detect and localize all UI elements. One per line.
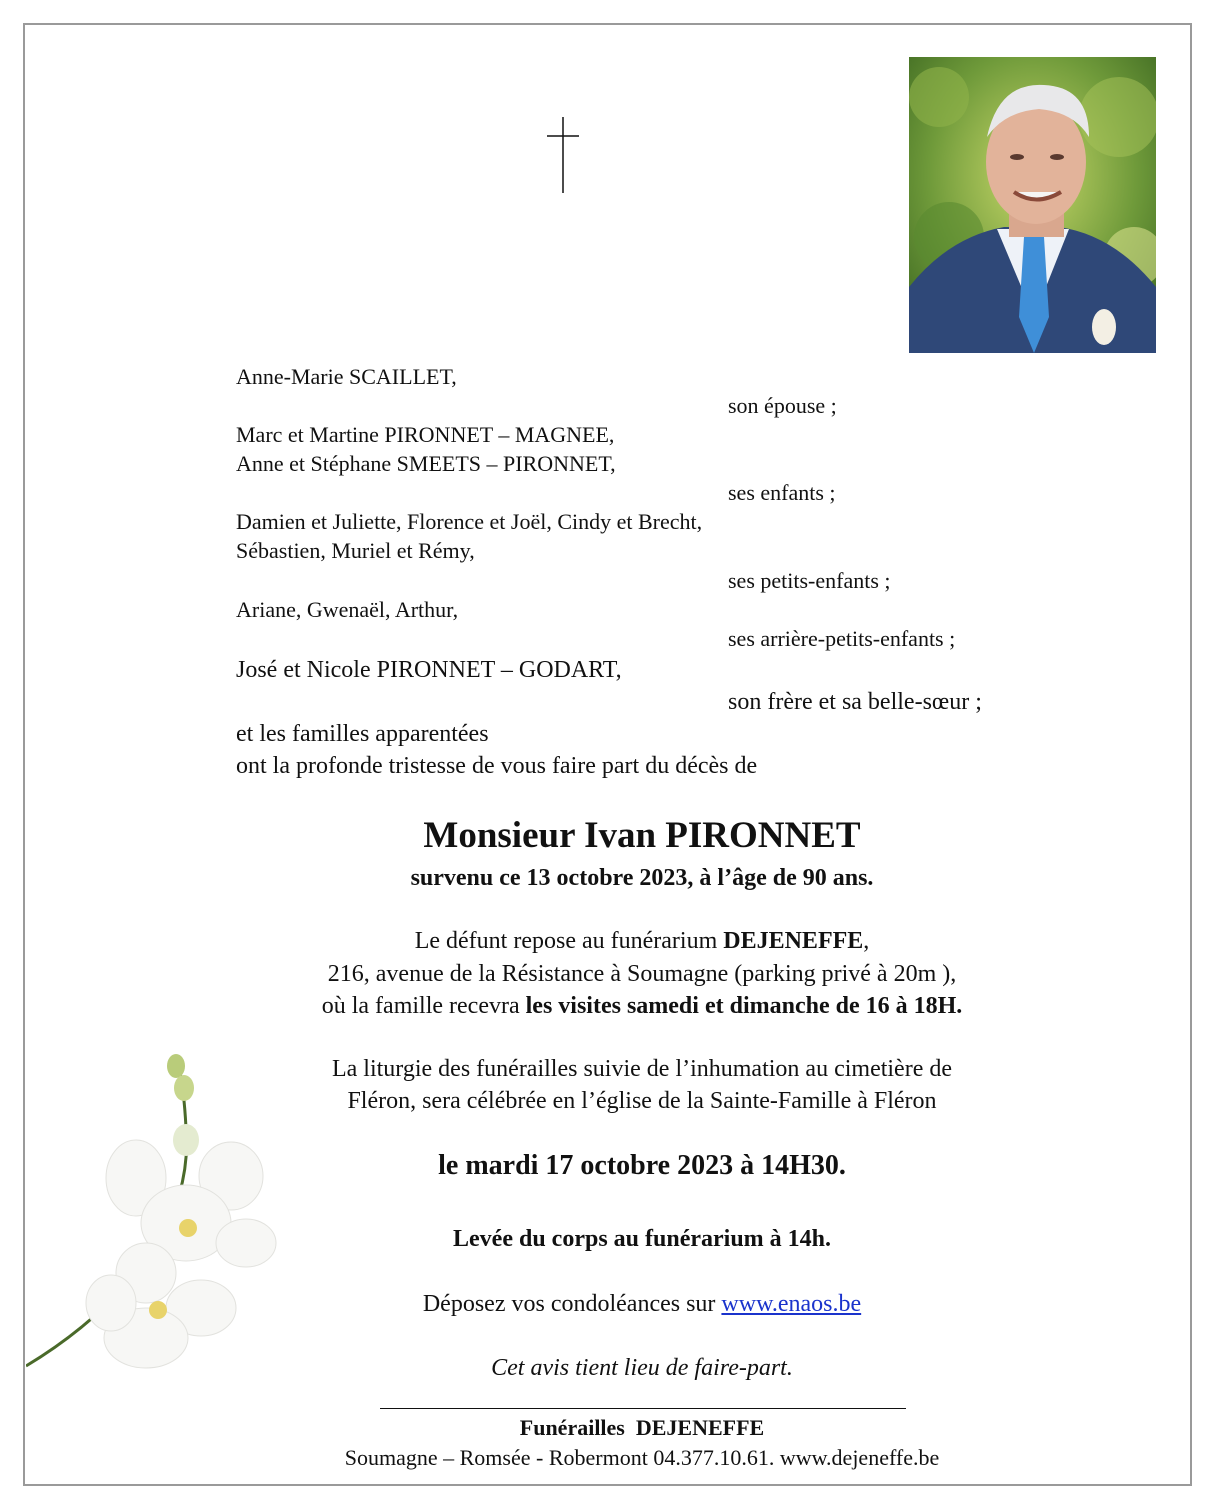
great-grandchildren-role: ses arrière-petits-enfants ; bbox=[728, 626, 956, 651]
great-grandchildren: Ariane, Gwenaël, Arthur, bbox=[236, 597, 459, 622]
condolences-line: Déposez vos condoléances sur www.enaos.be bbox=[422, 1291, 862, 1317]
funeral-line-1: La liturgie des funérailles suivie de l’inhumation au cimetière de bbox=[331, 1056, 952, 1082]
relatives: et les familles apparentées bbox=[236, 721, 489, 747]
levee-line: Levée du corps au funérarium à 14h. bbox=[453, 1226, 831, 1252]
notice: Cet avis tient lieu de faire-part. bbox=[491, 1355, 793, 1381]
sibling: José et Nicole PIRONNET – GODART, bbox=[236, 657, 622, 683]
visitation-line-1: Le défunt repose au funérarium DEJENEFFE, bbox=[414, 928, 870, 954]
visitation-line-2: 216, avenue de la Résistance à Soumagne (parking privé à 20m ), bbox=[327, 961, 957, 987]
funeral-line-2: Fléron, sera célébrée en l’église de la Sainte-Famille à Fléron bbox=[347, 1088, 937, 1114]
footer-divider bbox=[380, 1408, 906, 1409]
announcement: ont la profonde tristesse de vous faire part du décès de bbox=[236, 753, 758, 779]
children-role: ses enfants ; bbox=[728, 480, 836, 505]
spouse-role: son épouse ; bbox=[728, 393, 837, 418]
spouse-name: Anne-Marie SCAILLET, bbox=[236, 364, 457, 389]
deceased-name: Monsieur Ivan PIRONNET bbox=[423, 815, 861, 856]
footer-contact: Soumagne – Romsée - Robermont 04.377.10.61. www.dejeneffe.be bbox=[344, 1445, 940, 1470]
visitation-line-3: où la famille recevra les visites samedi et dimanche de 16 à 18H. bbox=[321, 993, 963, 1019]
grandchildren-role: ses petits-enfants ; bbox=[728, 568, 891, 593]
funeral-date: le mardi 17 octobre 2023 à 14H30. bbox=[438, 1150, 846, 1181]
grandchildren-line-1: Damien et Juliette, Florence et Joël, Cindy et Brecht, bbox=[236, 509, 703, 534]
children-line-1: Marc et Martine PIRONNET – MAGNEE, bbox=[236, 422, 615, 447]
cross-icon bbox=[545, 117, 581, 193]
portrait-photo bbox=[909, 57, 1156, 353]
children-line-2: Anne et Stéphane SMEETS – PIRONNET, bbox=[236, 451, 616, 476]
footer-company: Funérailles DEJENEFFE bbox=[519, 1415, 765, 1440]
death-line: survenu ce 13 octobre 2023, à l’âge de 90 ans. bbox=[410, 865, 874, 891]
condolences-link[interactable]: www.enaos.be bbox=[721, 1291, 862, 1317]
grandchildren-line-2: Sébastien, Muriel et Rémy, bbox=[236, 538, 475, 563]
sibling-role: son frère et sa belle-sœur ; bbox=[728, 689, 982, 715]
